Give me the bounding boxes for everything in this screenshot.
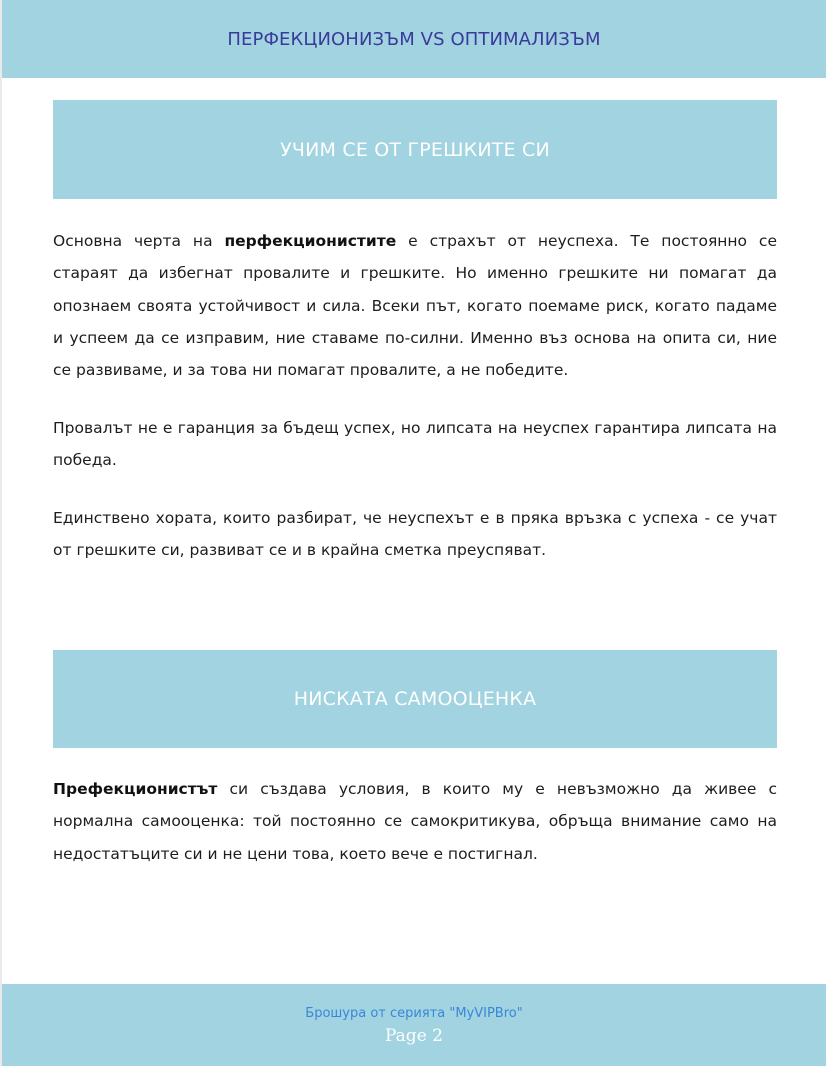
page-header xyxy=(2,0,826,78)
page-footer xyxy=(2,984,826,1066)
paragraph-fear-of-failure xyxy=(53,225,777,386)
paragraph-self-esteem xyxy=(53,773,777,870)
paragraph-failure-guarantee: Провалът не е гаранция за бъдещ успех, но липсата на неуспех гарантира липсата на победа. xyxy=(53,419,777,470)
section-banner-learning xyxy=(53,100,777,199)
paragraph-text: си създава условия, в които му е невъзможно да живее с нормална самооценка: той постоянно се самокритикува, обръща внимание само на недостатъците си и не цени това, което вече е постигнал. xyxy=(53,780,777,863)
paragraph-text: е страхът от неуспеха. Те постоянно се стараят да избегнат провалите и грешките. Но именно грешките ни помагат да опознаем своята устойчивост и сила. Всеки път, когато поемаме риск, когато падаме и успеем да се изправим, ние ставаме по-силни. Именно въз основа на опита си, ние се развиваме, и за това ни помагат провалите, а не победите. xyxy=(53,232,777,380)
bold-term-perfectionist: Префекционистът xyxy=(53,780,218,798)
paragraph-learning-from-mistakes: Единствено хората, които разбират, че неуспехът е в пряка връзка с успеха - се учат от грешките си, развиват се и в крайна сметка преуспяват. xyxy=(53,509,777,560)
section-banner-self-esteem xyxy=(53,650,777,748)
section-title-self-esteem: НИСКАТА САМООЦЕНКА xyxy=(293,688,537,710)
page-left-edge xyxy=(0,0,2,1066)
section-title-learning: УЧИМ СЕ ОТ ГРЕШКИТЕ СИ xyxy=(280,138,550,161)
page-number: Page 2 xyxy=(385,1026,443,1046)
bold-term-perfectionists: перфекционистите xyxy=(224,232,397,250)
footer-series-label: Брошура от серията "MyVIPBro" xyxy=(305,1006,523,1021)
paragraph-text: Основна черта на xyxy=(53,232,225,250)
page-title: ПЕРФЕКЦИОНИЗЪМ VS ОПТИМАЛИЗЪМ xyxy=(227,28,601,50)
